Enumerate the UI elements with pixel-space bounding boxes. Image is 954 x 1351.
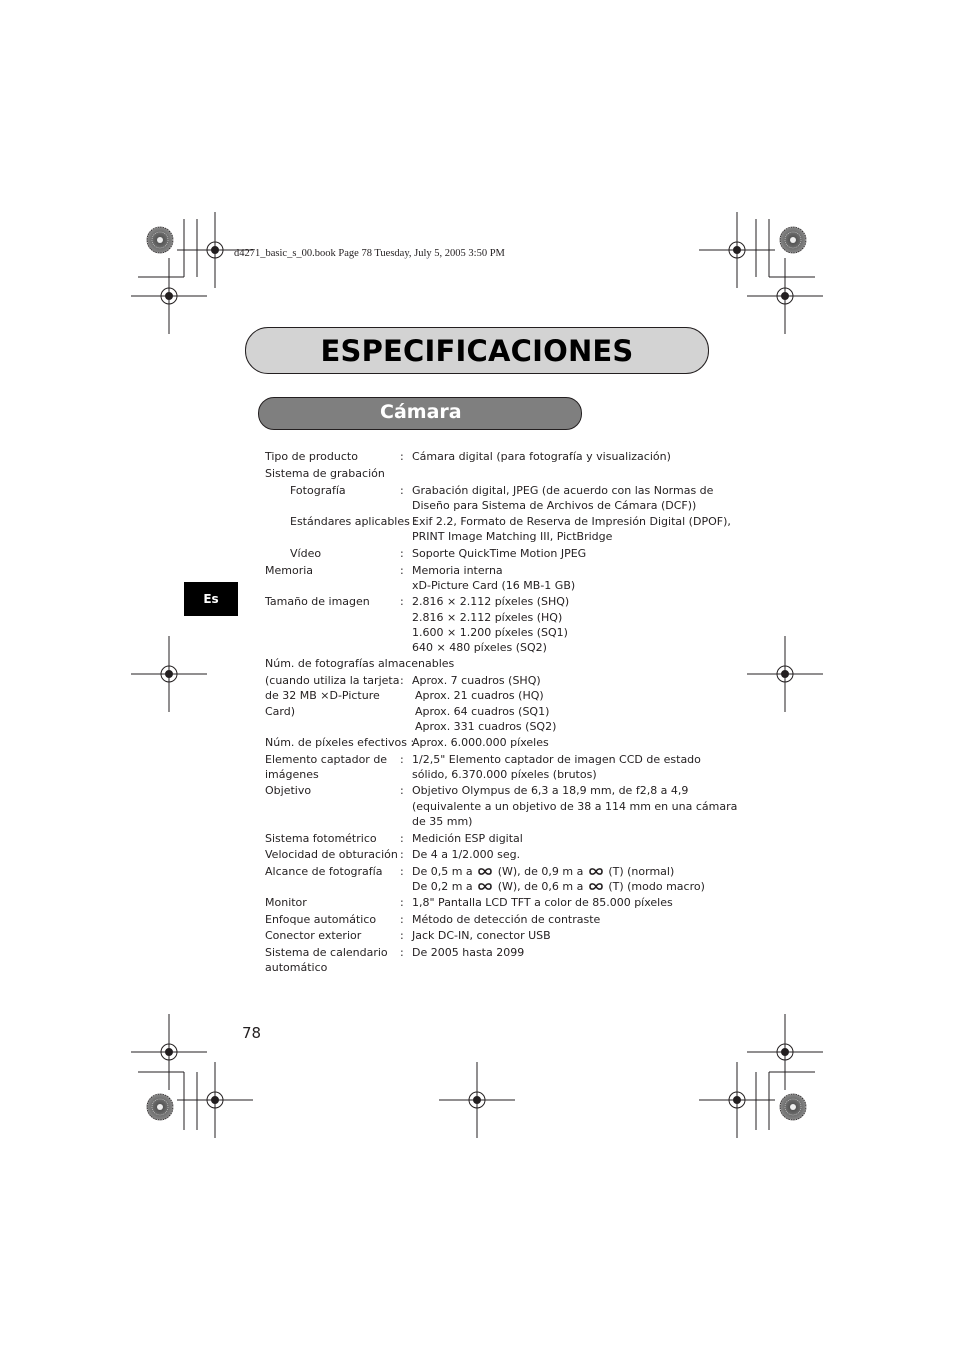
infinity-icon xyxy=(477,882,493,891)
spec-value: De 4 a 1/2.000 seg. xyxy=(412,848,521,861)
page-number: 78 xyxy=(242,1024,262,1042)
spec-value: Método de detección de contraste xyxy=(412,913,601,926)
language-tab xyxy=(184,582,238,616)
spec-value: Medición ESP digital xyxy=(412,832,523,845)
spec-label: Enfoque automático xyxy=(265,913,377,926)
spec-label: Estándares aplicables : xyxy=(290,515,418,528)
spec-label: (cuando utiliza la tarjeta xyxy=(265,674,400,687)
spec-label: Sistema de calendario xyxy=(265,946,388,959)
spec-value: Jack DC-IN, conector USB xyxy=(412,929,551,942)
spec-value: de 35 mm) xyxy=(412,815,473,828)
range-text: De 0,2 m a xyxy=(412,880,473,893)
spec-colon: : xyxy=(400,484,404,497)
spec-value xyxy=(412,879,705,895)
spec-value: 2.816 × 2.112 píxeles (HQ) xyxy=(412,611,563,624)
spec-value: PRINT Image Matching III, PictBridge xyxy=(412,530,613,543)
language-tab-label: Es xyxy=(203,592,219,606)
spec-label: Card) xyxy=(265,705,296,718)
spec-label: Tamaño de imagen xyxy=(265,595,370,608)
section-banner xyxy=(258,397,582,430)
spec-label: Tipo de producto xyxy=(265,450,358,463)
spec-colon: : xyxy=(400,784,404,797)
section-title: Cámara xyxy=(380,401,462,423)
spec-colon: : xyxy=(400,547,404,560)
spec-label: Memoria xyxy=(265,564,314,577)
spec-label: Monitor xyxy=(265,896,307,909)
range-text: (T) (normal) xyxy=(608,865,675,878)
spec-label: Sistema de grabación xyxy=(265,467,385,480)
spec-label: Núm. de píxeles efectivos : xyxy=(265,736,415,749)
spec-value: (equivalente a un objetivo de 38 a 114 mm en una cámara xyxy=(412,800,738,813)
spec-label: Núm. de fotografías almacenables xyxy=(265,657,455,670)
spec-value: Objetivo Olympus de 6,3 a 18,9 mm, de f2,8 a 4,9 xyxy=(412,784,689,797)
spec-label: Objetivo xyxy=(265,784,312,797)
spec-value: Soporte QuickTime Motion JPEG xyxy=(412,547,587,560)
spec-value: 1.600 × 1.200 píxeles (SQ1) xyxy=(412,626,568,639)
spec-colon: : xyxy=(400,595,404,608)
spec-value: xD-Picture Card (16 MB-1 GB) xyxy=(412,579,576,592)
spec-value: Aprox. 6.000.000 píxeles xyxy=(412,736,549,749)
spec-label: Alcance de fotografía xyxy=(265,865,383,878)
spec-value: 2.816 × 2.112 píxeles (SHQ) xyxy=(412,595,570,608)
spec-value: De 2005 hasta 2099 xyxy=(412,946,525,959)
spec-label: Velocidad de obturación xyxy=(265,848,398,861)
range-text: (W), de 0,9 m a xyxy=(497,865,584,878)
spec-value: Aprox. 331 cuadros (SQ2) xyxy=(415,720,557,733)
spec-colon: : xyxy=(400,913,404,926)
spec-value: 1,8" Pantalla LCD TFT a color de 85.000 píxeles xyxy=(412,896,673,909)
spec-colon: : xyxy=(400,929,404,942)
spec-colon: : xyxy=(400,865,404,878)
infinity-icon xyxy=(477,867,493,876)
spec-value: 1/2,5" Elemento captador de imagen CCD de estado xyxy=(412,753,701,766)
infinity-icon xyxy=(588,867,604,876)
spec-value: 640 × 480 píxeles (SQ2) xyxy=(412,641,547,654)
spec-value: Aprox. 7 cuadros (SHQ) xyxy=(412,674,541,687)
spec-colon: : xyxy=(400,753,404,766)
page-title: ESPECIFICACIONES xyxy=(320,333,634,368)
range-text: (W), de 0,6 m a xyxy=(497,880,584,893)
spec-label: Fotografía xyxy=(290,484,346,497)
spec-colon: : xyxy=(400,674,404,687)
spec-label: de 32 MB ×D-Picture xyxy=(265,689,380,702)
spec-colon: : xyxy=(400,832,404,845)
spec-colon: : xyxy=(400,946,404,959)
spec-label: Elemento captador de xyxy=(265,753,388,766)
spec-colon: : xyxy=(400,848,404,861)
print-header: d4271_basic_s_00.book Page 78 Tuesday, July 5, 2005 3:50 PM xyxy=(234,248,505,259)
spec-label: Conector exterior xyxy=(265,929,362,942)
spec-value: Memoria interna xyxy=(412,564,503,577)
spec-value: sólido, 6.370.000 píxeles (brutos) xyxy=(412,768,597,781)
range-text: De 0,5 m a xyxy=(412,865,473,878)
spec-value: Aprox. 64 cuadros (SQ1) xyxy=(415,705,550,718)
infinity-icon xyxy=(588,882,604,891)
spec-colon: : xyxy=(400,564,404,577)
spec-value xyxy=(412,864,674,880)
spec-value: Cámara digital (para fotografía y visualización) xyxy=(412,450,671,463)
spec-colon: : xyxy=(400,896,404,909)
range-text: (T) (modo macro) xyxy=(608,880,705,893)
spec-value: Grabación digital, JPEG (de acuerdo con las Normas de xyxy=(412,484,714,497)
spec-value: Diseño para Sistema de Archivos de Cámara (DCF)) xyxy=(412,499,697,512)
spec-label: automático xyxy=(265,961,328,974)
spec-label: imágenes xyxy=(265,768,319,781)
spec-value: Aprox. 21 cuadros (HQ) xyxy=(415,689,544,702)
spec-colon: : xyxy=(400,450,404,463)
spec-label: Vídeo xyxy=(290,547,322,560)
spec-label: Sistema fotométrico xyxy=(265,832,377,845)
page-title-banner xyxy=(245,327,709,374)
spec-value: Exif 2.2, Formato de Reserva de Impresión Digital (DPOF), xyxy=(412,515,731,528)
